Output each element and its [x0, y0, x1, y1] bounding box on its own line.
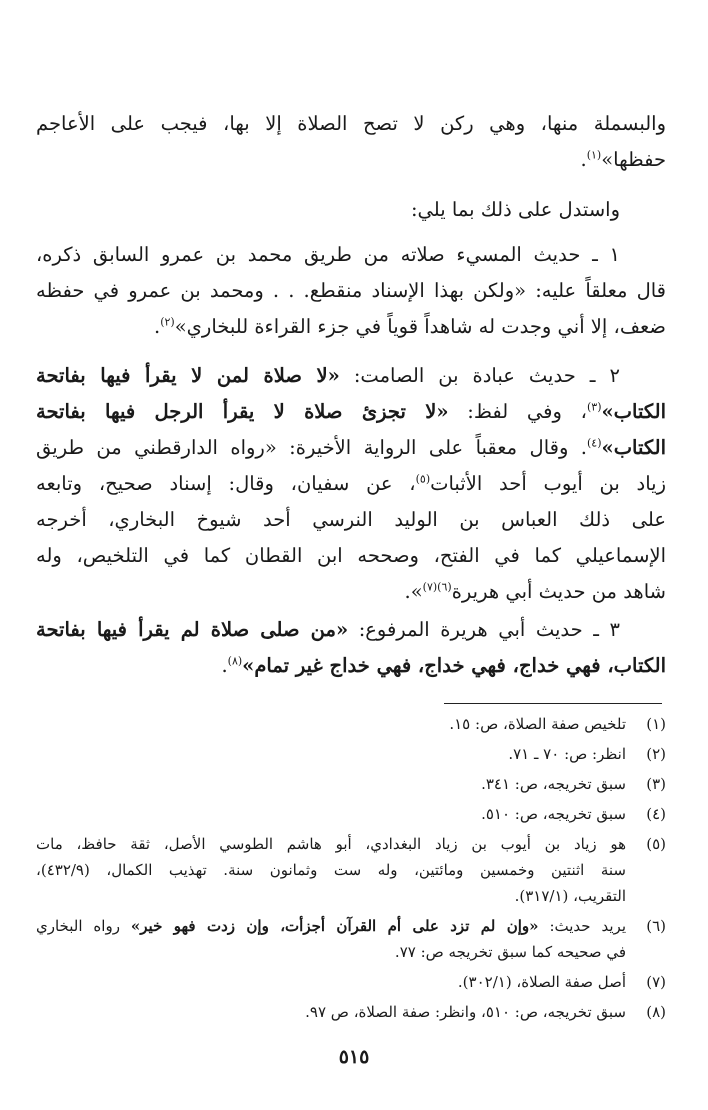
footnote-ref: (٢) — [160, 315, 175, 329]
paragraph-evidence-1 — [36, 237, 666, 345]
footnote-8 — [36, 999, 666, 1025]
footnote-text: سبق تخريجه، ص: ٥١٠، وانظر: صفة الصلاة، ص ٩٧. — [305, 1003, 626, 1021]
hadith-text: «لا تجزئ صلاة لا يقرأ الرجل فيها بفاتحة — [36, 400, 449, 423]
page-number: ٥١٥ — [338, 1046, 370, 1068]
footnote-1 — [36, 711, 666, 737]
footnote-number: (٧) — [646, 973, 666, 991]
footnote-ref: (٤) — [586, 436, 602, 450]
footnote-text: تلخيص صفة الصلاة، ص: ١٥. — [449, 715, 626, 733]
hadith-text: «وإن لم تزد على أم القرآن أجزأت، وإن زدت فهو خير» — [130, 917, 539, 935]
paragraph-evidence-2 — [36, 358, 666, 610]
footnote-4 — [36, 801, 666, 827]
text-line: ٣ ـ حديث أبي هريرة المرفوع: «من صلى صلاة لم يقرأ فيها بفاتحة — [36, 618, 620, 641]
footnote-number: (٤) — [646, 805, 666, 823]
footnote-text: سبق تخريجه، ص: ٥١٠. — [481, 805, 626, 823]
footnote-number: (٣) — [646, 775, 666, 793]
footnotes — [36, 711, 666, 1025]
text-line: قال معلقاً عليه: «ولكن بهذا الإسناد منقطع. . . ومحمد بن عمرو في حفظه — [36, 279, 666, 302]
hadith-text: الكتاب» — [601, 436, 666, 459]
text-line: على ذلك العباس بن الوليد النرسي أحد شيوخ البخاري، أخرجه — [36, 508, 666, 531]
text-line: والبسملة منها، وهي ركن لا تصح الصلاة إلا بها، فيجب على الأعاجم — [36, 112, 666, 135]
text-line: الكتاب»$^{(٣)}$، وفي لفظ: «لا تجزئ صلاة لا يقرأ الرجل فيها بفاتحة — [36, 400, 666, 423]
text-line: الإسماعيلي كما في الفتح، وصححه ابن القطان كما في التلخيص، وله — [36, 544, 666, 567]
footnote-number: (١) — [646, 715, 666, 733]
footnote-number: (٦) — [646, 917, 666, 935]
text-line: حفظها»$^{(١)}$. — [580, 148, 666, 171]
footnote-ref: (٦)(٧) — [422, 580, 452, 594]
text-line: واستدل على ذلك بما يلي: — [410, 198, 620, 221]
text-line: زياد بن أيوب أحد الأثبات$^{(٥)}$، عن سفيان، وقال: إسناد صحيح، وتابعه — [36, 472, 667, 495]
paragraph-continuation — [36, 106, 666, 178]
footnote-6 — [36, 913, 666, 965]
footnote-ref: (٥) — [415, 472, 431, 486]
footnote-ref: (١) — [586, 148, 602, 162]
hadith-text: الكتاب» — [601, 400, 666, 423]
footnote-text: في صحيحه كما سبق تخريجه ص: ٧٧. — [394, 943, 626, 961]
footnote-text: سنة اثنتين وخمسين ومائتين، وله ست وثمانون سنة. تهذيب الكمال، (٤٣٢/٩)، — [36, 861, 626, 879]
footnote-ref: (٨) — [227, 654, 243, 668]
footnote-number: (٨) — [646, 1003, 666, 1021]
paragraph-intro — [36, 192, 620, 228]
hadith-text: الكتاب، فهي خداج، فهي خداج، فهي خداج غير تمام» — [242, 654, 666, 677]
hadith-text: «لا صلاة لمن لا يقرأ فيها بفاتحة — [36, 364, 340, 387]
footnote-text: يريد حديث: «وإن لم تزد على أم القرآن أجزأت، وإن زدت فهو خير» رواه البخاري — [36, 917, 627, 935]
text-line: الكتاب، فهي خداج، فهي خداج، فهي خداج غير تمام»$^{(٨)}$. — [221, 654, 666, 677]
footnote-text: سبق تخريجه، ص: ٣٤١. — [481, 775, 626, 793]
footnote-text: التقريب، (٣١٧/١). — [514, 887, 626, 905]
footnote-text: أصل صفة الصلاة، (٣٠٢/١). — [457, 973, 626, 991]
footnote-7 — [36, 969, 666, 995]
footnote-ref: (٣) — [586, 400, 602, 414]
footnote-number: (٢) — [646, 745, 666, 763]
footnote-separator — [444, 703, 662, 704]
text-line: ٢ ـ حديث عبادة بن الصامت: «لا صلاة لمن لا يقرأ فيها بفاتحة — [36, 364, 621, 387]
footnote-number: (٥) — [646, 835, 666, 853]
text-line: شاهد من حديث أبي هريرة$^{(٦)(٧)}$». — [404, 580, 666, 603]
text-line: ضعف، إلا أني وجدت له شاهداً قوياً في جزء القراءة للبخاري»$^{(٢)}$. — [154, 315, 666, 338]
footnote-2 — [36, 741, 666, 767]
footnote-5 — [36, 831, 666, 909]
paragraph-evidence-3 — [36, 612, 666, 684]
hadith-text: «من صلى صلاة لم يقرأ فيها بفاتحة — [36, 618, 349, 641]
footnote-3 — [36, 771, 666, 797]
text-line: الكتاب»$^{(٤)}$. وقال معقباً على الرواية الأخيرة: «رواه الدارقطني من طريق — [36, 436, 666, 459]
text-line: ١ ـ حديث المسيء صلاته من طريق محمد بن عمرو السابق ذكره، — [36, 243, 620, 266]
footnote-text: انظر: ص: ٧٠ ـ ٧١. — [508, 745, 626, 763]
footnote-text: هو زياد بن أيوب بن زياد البغدادي، أبو هاشم الطوسي الأصل، ثقة حافظ، مات — [36, 835, 626, 853]
